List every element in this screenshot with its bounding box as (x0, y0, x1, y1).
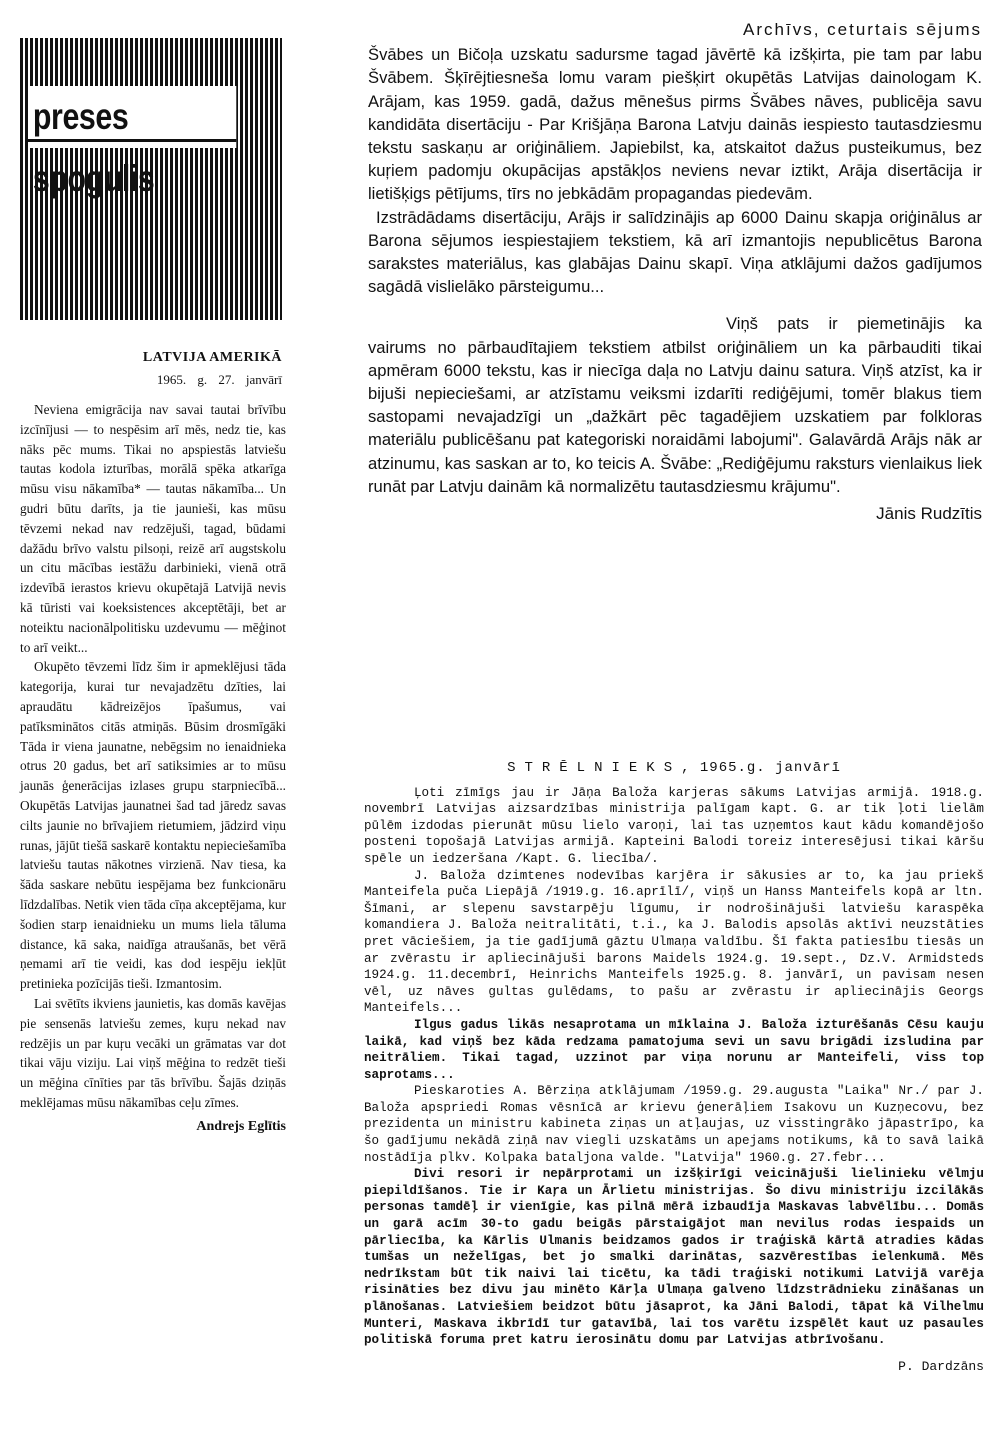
strelnieks-article (364, 760, 984, 1375)
strelnieks-header (364, 760, 984, 777)
strelnieks-name: STRĒLNIEKS (507, 760, 682, 776)
left-paragraph: Lai svētīts ikviens jaunietis, kas domās kavējas pie sensenās latviešu zemes, kuŗu nekad nav redzējis un par kuŗu vecāki un grāmatas var dot tikai vāju viziju. Lai viņš mēģina to redzēt tieši un mēģina cīnīties par tās brīvību. Šajās dziņās meklējamas mūsu nākamības ceļu zīmes. (20, 995, 286, 1110)
source-title: LATVIJA AMERIKĀ (142, 350, 282, 365)
left-article-body (20, 400, 286, 1113)
left-paragraph: Neviena emigrācija nav savai tautai brīvību izcīnījusi — to nespēsim arī mēs, nedz tie, kas nāks pēc mums. Tikai no apspiestās latviešu tautas kodola izturības, morālā spēka atkarīga mūsu visu nākamība* — tautas nākamība... Un gudri būtu darīts, ja tie jaunieši, kas mūsu tēvzemi nekad nav redzējuši, tagad, būdami dažādu brīvo valstu pilsoņi, reizē arī augstskolu un citu mācības iestāžu darbinieki, vienā otrā izdevībā ierastos krievu okupētajā Latvijā nevis kā tūristi vai koeksistences akceptētāji, bet ar noteiktu nacionālpolitisku uzdevumu — mēģinot to arī veikt... (20, 402, 286, 655)
strelnieks-paragraph: Pieskaroties A. Bērziņa atklājumam /1959.g. 29.augusta "Laika" Nr./ par J. Baloža apspriedi Romas vēsnīcā ar krievu ģenerāļiem Isakovu un Kuzņecovu, bez prezidenta un ministru kabineta ziņas un atļaujas, uz visstingrāko jāpastrīpo, ka šo gadījumu nekādā ziņā nav viegli uzskatāms un apejams notikums, kā to savā laikā nostādīja plkv. Kolpaka bataljona valde. "Latvija" 1960.g. 27.febr... (364, 1084, 984, 1165)
archive-header: Archīvs, ceturtais sējums (743, 20, 982, 39)
archive-paragraph: Švābes un Bičoļa uzskatu sadursme tagad jāvērtē kā izšķirta, pie tam par labu Švābem. Šķīrējtiesneša lomu varam piešķirt okupētās Latvijas dainologam K. Arājam, kas 1959. gadā, dažus mēnešus pirms Švābes nāves, publicēja savu kandidāta disertāciju - Par Krišjāņa Barona Latvju dainās iespiesto tautasdziesmu tekstu saskaņu ar oriģināliem. Japiebilst, ka, atskaitot dažus pusteikumus, bez kuŗiem padomju okupācijas apstākļos neviens nevar iztikt, Arāja disertācija ir lietišķigs pētījums, tīrs no jebkādām propagandas piedevām. (368, 45, 982, 204)
strelnieks-paragraph: Divi resori ir nepārprotami un izšķirīgi veicinājuši lielinieku vēlmju piepildīšanos. Tie ir Kaŗa un Ārlietu ministrijas. Šo divu ministriju izcilākās personas tamdēļ ir vienīgie, kas pilnā mērā izbaudīja Maskavas labvēlību... Domās un garā acīm 30-to gadu beigās pārstaigājot man nevilus rodas iespaids un pārliecība, ka Kārlis Ulmanis beidzamos gados ir traģiskā kārtā atradies kādas tumšas un neželīgas, bet jo smalki darinātas, sazvērestības ielenkumā. Mēs nedrīkstam būt tik naivi lai ticētu, ka tādi traģiski notikumi Latvijā varēja risināties bez divu jau minēto Kārļa Ulmaņa galveno līdzstrādnieku zināšanas un plānošanas. Latviešiem beidzot būtu jāsaprot, ka Jāni Balodi, tāpat kā Vilhelmu Munteri, Maskava ikbrīdī tur gatavībā, lai tos varētu izspēlēt kaut uz pasaules politiskā foruma pret katru ierosinātu domu par Latvijas atbrīvošanu. (364, 1167, 984, 1348)
strelnieks-paragraph: J. Baloža dzimtenes nodevības karjēra ir sākusies ar to, ka jau priekš Manteifela puča Liepājā /1919.g. 16.aprīlī/, viņš un Hanss Manteifels kopā ar ltn. Šīmani, ar slepenu savstarpēju līgumu, ir nodrošinājuši latviešu karaspēka komandiera J. Baloža neitralitāti, t.i., ka J. Balodis apsolās aktīvi neuzstāties pret vāciešiem, ja tie gadījumā gāztu Ulmaņa valdību. Šī fakta patiesību tiesās un ar zvērastu ir apliecinājuši barons Maidels 1924.g. 19.sept., Dz.V. Armidsteds 1924.g. 11.decembrī, Heinrichs Manteifels 1925.g. 8. janvārī, un pavisam nesen vēl, uz nāves gultas gulēdams, to pašu ar zvērastu ir apliecinājis Georgs Manteifels... (364, 868, 984, 1016)
left-column (20, 38, 286, 1433)
left-paragraph: Okupēto tēvzemi līdz šim ir apmeklējusi tāda kategorija, kurai tur nevajadzētu dzīties, lai apraudātu kādreizējos īpašumus, vai patīksminātos citās atmiņās. Būsim drosmīgāki Tāda ir viena jaunatne, nebēgsim no ienaidnieka otrus 20 gadus, bet arī satiksimies ar to mūsu jaunās ģenerācijas izlases grupu starpniecībā... Okupētās Latvijas jaunatnei šad tad jāredz savas cilts jaunie no brīvajiem rietumiem, jādzird viņu runas, jājūt tiešā saskarē kontaktu nepieciešamība latviešu tautas nākotnes virzienā. Nav tiesa, ka šāda saskare nebūtu iespējama bez funkcionāru līdzdalības. Netik vien tāda cīņa akceptējama, kur šodien starp ienaidnieku un mums liela tāluma distance, kā saka, naidīga atraušanās, bet vērā ņemami arī tie veidi, kas dod iespēju iekļūt pretinieka pozīcijās tieši. Izmantosim. (20, 659, 286, 992)
left-signature: Andrejs Eglītis (196, 1118, 286, 1134)
strelnieks-paragraph: Ļoti zīmīgs jau ir Jāņa Baloža karjeras sākums Latvijas armijā. 1918.g. novembrī Latvijas aizsardzības ministrija palīgam kapt. G. ar tik ļoti lielām pūlēm izdodas pierunāt mūsu lielo varoņi, lai tas uzņemtos kaut kādu komandējošo posteni topošajā Latvijas armijā. Kapteini Balodi toreiz interesējusi tikai kāršu spēle un iedzeršana /Kapt. G. liecība/. (364, 785, 984, 866)
archive-signature: Jānis Rudzītis (876, 504, 982, 524)
masthead-graphic (20, 38, 282, 320)
archive-paragraph: Viņš pats ir piemetinājis ka vairums no pārbaudītajiem tekstiem atbilst oriģināliem un ka pārbauditi tikai apmēram 6000 tekstu, kas ir niecīga daļa no Latvju dainu satura. Viņš atzīst, ka ir bijuši nepieciešami, ar atzīstamu veiksmi izdarīti rediģējumi, tomēr blakus tiem sastopami nevajadzīgi un „dažkārt pēc tagadējiem uzskatiem par folkloras materiālu publicēšanu pat kategoriski noraidāmi labojumi". Galavārdā Arājs nāk ar atzinumu, kas saskan ar to, ko teicis A. Švābe: „Rediģējumu raksturs vienlaikus liek runāt par Latvju dainām kā normalizētu tautasdziesmu krājumu". (368, 314, 982, 496)
archive-article (368, 18, 982, 525)
source-date: 1965. g. 27. janvārī (156, 372, 282, 387)
archive-paragraph: Izstrādādams disertāciju, Arājs ir salīdzinājis ap 6000 Dainu skapja oriģinālus ar Barona sējumos iespiestajiem tekstiem, kā arī izmantojis nepublicētus Barona sarakstes materiālus, kas glabājas Dainu skapī. Viņa atklājumi dažos gadījumos sagādā vislielāko pārsteigumu... (368, 207, 982, 297)
masthead-title: preses spogulis (28, 86, 236, 148)
strelnieks-paragraph: Ilgus gadus likās nesaprotama un mīklaina J. Baloža izturēšanās Cēsu kauju laikā, kad viņš bez kāda redzama pamatojuma sevi un savu brigādi izsludina par neitrāliem. Tikai tagad, uzzinot par viņa norunu ar Manteifeli, viss top saprotams... (364, 1017, 984, 1082)
strelnieks-date: , 1965.g. janvārī (681, 760, 841, 776)
strelnieks-signature: P. Dardzāns (898, 1358, 984, 1374)
